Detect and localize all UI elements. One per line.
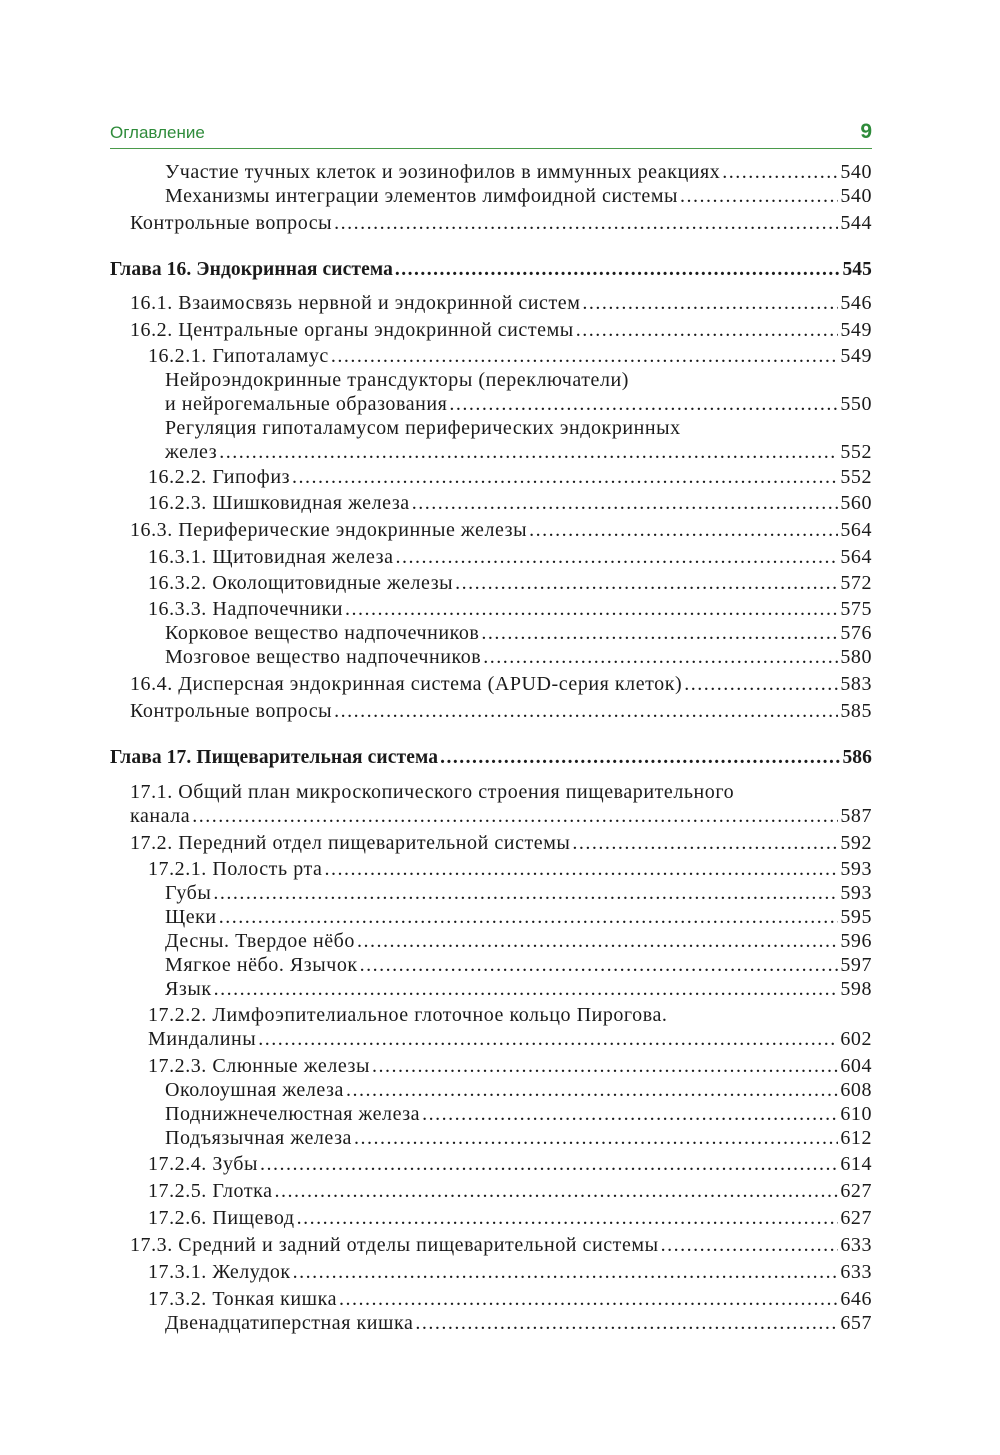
toc-leader-dots <box>449 392 838 416</box>
toc-entry-page: 580 <box>840 646 872 668</box>
toc-entry-title: желез <box>165 441 218 463</box>
toc-entry-title: 16.2.1. Гипоталамус <box>148 345 329 367</box>
toc-entry-title: Поднижнечелюстная железа <box>165 1103 421 1125</box>
toc-entry-page: 585 <box>840 700 872 722</box>
toc-leader-dots <box>339 1287 838 1311</box>
toc-entry-page: 633 <box>840 1261 872 1283</box>
toc-leader-dots <box>722 160 838 184</box>
toc-entry-page: 610 <box>840 1103 872 1125</box>
toc-entry-page: 633 <box>840 1234 872 1256</box>
toc-entry <box>110 1078 872 1102</box>
toc-entry-title: Губы <box>165 882 212 904</box>
toc-leader-dots <box>422 1102 838 1126</box>
toc-entry-title: канала <box>130 805 191 827</box>
toc-entry-page: 564 <box>840 519 872 541</box>
toc-entry-title: 17.1. Общий план микроскопического строения пищеварительного <box>130 781 735 803</box>
toc-entry-title: 16.3.1. Щитовидная железа <box>148 546 394 568</box>
toc-leader-dots <box>331 344 839 368</box>
toc-entry-title: 17.2.2. Лимфоэпителиальное глоточное кольцо Пирогова. <box>148 1004 668 1026</box>
toc-leader-dots <box>324 857 838 881</box>
toc-entry-title: Подъязычная железа <box>165 1127 352 1149</box>
toc-leader-dots <box>395 258 841 282</box>
toc-entry-page: 612 <box>840 1127 872 1149</box>
toc-chapter-entry <box>110 258 872 282</box>
toc-entry-title: 17.3.1. Желудок <box>148 1261 291 1283</box>
toc-leader-dots <box>357 929 838 953</box>
toc-entry-title: 16.1. Взаимосвязь нервной и эндокринной систем <box>130 292 581 314</box>
toc-entry-title: 16.2.3. Шишковидная железа <box>148 492 410 514</box>
toc-entry <box>110 1126 872 1150</box>
toc-entry <box>110 416 872 440</box>
toc-entry-title: Мозговое вещество надпочечников <box>165 646 482 668</box>
toc-entry-page: 592 <box>840 832 872 854</box>
toc-entry-title: 17.2.5. Глотка <box>148 1180 273 1202</box>
toc-entry-page: 549 <box>840 345 872 367</box>
toc-entry-page: 657 <box>840 1312 872 1334</box>
toc-entry-title: 16.4. Дисперсная эндокринная система (APUD-серия клеток) <box>130 673 683 695</box>
toc-leader-dots <box>483 645 838 669</box>
toc-entry-page: 546 <box>840 292 872 314</box>
toc-entry-title: и нейрогемальные образования <box>165 393 448 415</box>
toc-entry-page: 560 <box>840 492 872 514</box>
toc-entry-page: 608 <box>840 1079 872 1101</box>
toc-entry <box>110 857 872 881</box>
toc-entry-title: 16.2.2. Гипофиз <box>148 466 291 488</box>
toc-entry-title: Контрольные вопросы <box>130 212 333 234</box>
toc-leader-dots <box>529 518 838 542</box>
toc-entry-title: 17.2.6. Пищевод <box>148 1207 295 1229</box>
toc-entry-title: 16.3.3. Надпочечники <box>148 598 344 620</box>
toc-entry-title: 16.3.2. Околощитовидные железы <box>148 572 454 594</box>
toc-entry-title: Участие тучных клеток и эозинофилов в иммунных реакциях <box>165 161 721 183</box>
toc-leader-dots <box>440 746 840 770</box>
toc-leader-dots <box>213 881 838 905</box>
toc-entry <box>110 977 872 1001</box>
toc-entry-page: 552 <box>840 441 872 463</box>
toc-entry-title: 17.2. Передний отдел пищеварительной системы <box>130 832 571 854</box>
toc-entry-page: 597 <box>840 954 872 976</box>
toc-leader-dots <box>680 184 838 208</box>
toc-leader-dots <box>415 1311 838 1335</box>
header-title: Оглавление <box>110 123 205 142</box>
toc-entry-page: 540 <box>840 185 872 207</box>
toc-chapter-entry <box>110 746 872 770</box>
toc-entry-page: 646 <box>840 1288 872 1310</box>
toc-entry-page: 572 <box>840 572 872 594</box>
toc-leader-dots <box>455 571 838 595</box>
toc-entry-page: 583 <box>840 673 872 695</box>
toc-entry <box>110 1233 872 1257</box>
toc-entry-page: 564 <box>840 546 872 568</box>
toc-entry-page: 604 <box>840 1055 872 1077</box>
toc-leader-dots <box>360 953 839 977</box>
toc-entry <box>110 1179 872 1203</box>
toc-entry <box>110 1206 872 1230</box>
toc-entry-page: 627 <box>840 1180 872 1202</box>
toc-entry <box>110 905 872 929</box>
toc-entry-title: 17.2.4. Зубы <box>148 1153 258 1175</box>
toc-leader-dots <box>219 440 838 464</box>
toc-entry <box>110 881 872 905</box>
toc-entry-title: Язык <box>165 978 212 1000</box>
toc-entry <box>110 953 872 977</box>
toc-entry-title: Корковое вещество надпочечников <box>165 622 480 644</box>
toc-entry-title: Щеки <box>165 906 217 928</box>
toc-entry <box>110 672 872 696</box>
toc-entry-page: 540 <box>840 161 872 183</box>
toc-leader-dots <box>293 1260 839 1284</box>
toc-entry-page: 596 <box>840 930 872 952</box>
toc-entry <box>110 621 872 645</box>
toc-leader-dots <box>372 1054 838 1078</box>
toc-entry <box>110 545 872 569</box>
toc-leader-dots <box>572 831 838 855</box>
toc-entry-title: Глава 16. Эндокринная система <box>110 259 393 280</box>
toc-entry <box>110 518 872 542</box>
toc-entry-page: 595 <box>840 906 872 928</box>
toc-entry-page: 549 <box>840 319 872 341</box>
toc-entry-title: Механизмы интеграции элементов лимфоидной системы <box>165 185 679 207</box>
toc-entry-title: Околоушная железа <box>165 1079 344 1101</box>
toc-entry <box>110 211 872 235</box>
toc-entry-page: 545 <box>842 259 872 280</box>
toc-leader-dots <box>354 1126 838 1150</box>
toc-entry <box>110 1152 872 1176</box>
toc-entry-title: 17.2.3. Слюнные железы <box>148 1055 370 1077</box>
header-page-number: 9 <box>860 120 872 143</box>
toc-leader-dots <box>214 977 839 1001</box>
toc-entry <box>110 1054 872 1078</box>
toc-leader-dots <box>661 1233 839 1257</box>
toc-leader-dots <box>258 1027 838 1051</box>
toc-entry-title: 16.2. Центральные органы эндокринной системы <box>130 319 574 341</box>
toc-entry-page: 593 <box>840 858 872 880</box>
toc-entry-page: 627 <box>840 1207 872 1229</box>
toc-leader-dots <box>334 699 838 723</box>
toc-entry <box>110 1102 872 1126</box>
toc-entry <box>110 1311 872 1335</box>
toc-entry <box>110 368 872 392</box>
toc-leader-dots <box>260 1152 838 1176</box>
toc-entry-page: 550 <box>840 393 872 415</box>
toc-entry-title: Глава 17. Пищеварительная система <box>110 747 439 768</box>
toc-entry <box>110 1003 872 1027</box>
toc-entry-title: Нейроэндокринные трансдукторы (переключатели) <box>165 369 629 391</box>
toc-entry-title: Десны. Твердое нёбо <box>165 930 355 952</box>
toc-entry <box>110 318 872 342</box>
toc-entry <box>110 440 872 464</box>
toc-entry-page: 598 <box>840 978 872 1000</box>
toc-leader-dots <box>582 291 838 315</box>
toc-entry <box>110 1287 872 1311</box>
toc-entry <box>110 392 872 416</box>
toc-leader-dots <box>334 211 838 235</box>
toc-entry <box>110 929 872 953</box>
toc-entry-page: 586 <box>842 747 872 768</box>
toc-entry-title: 17.2.1. Полость рта <box>148 858 323 880</box>
toc-entry-page: 544 <box>840 212 872 234</box>
toc-entry-title: Двенадцатиперстная кишка <box>165 1312 414 1334</box>
toc-entry-page: 552 <box>840 466 872 488</box>
toc-leader-dots <box>684 672 838 696</box>
toc-entry <box>110 160 872 184</box>
toc-entry <box>110 465 872 489</box>
toc-entry <box>110 831 872 855</box>
running-header <box>110 120 872 149</box>
toc-entry-page: 593 <box>840 882 872 904</box>
toc-leader-dots <box>219 905 839 929</box>
toc-entry <box>110 699 872 723</box>
toc-entry <box>110 491 872 515</box>
toc-entry-title: 17.3.2. Тонкая кишка <box>148 1288 338 1310</box>
toc-entry-page: 602 <box>840 1028 872 1050</box>
toc-entry-title: Контрольные вопросы <box>130 700 333 722</box>
toc-entry-title: Миндалины <box>148 1028 257 1050</box>
toc-entry-page: 614 <box>840 1153 872 1175</box>
toc-entry <box>110 1260 872 1284</box>
toc-leader-dots <box>481 621 838 645</box>
toc-entry <box>110 344 872 368</box>
toc-entry <box>110 571 872 595</box>
toc-leader-dots <box>345 597 838 621</box>
toc-entry <box>110 597 872 621</box>
toc-leader-dots <box>346 1078 838 1102</box>
toc-leader-dots <box>576 318 839 342</box>
toc-entry-page: 576 <box>840 622 872 644</box>
toc-leader-dots <box>297 1206 839 1230</box>
toc-entry-page: 575 <box>840 598 872 620</box>
toc-leader-dots <box>275 1179 839 1203</box>
toc-entry <box>110 184 872 208</box>
toc-entry <box>110 780 872 804</box>
toc-leader-dots <box>412 491 839 515</box>
toc-leader-dots <box>396 545 839 569</box>
toc-entry-page: 587 <box>840 805 872 827</box>
toc-entry-title: Регуляция гипоталамусом периферических эндокринных <box>165 417 681 439</box>
toc-entry-title: 17.3. Средний и задний отделы пищеварительной системы <box>130 1234 659 1256</box>
toc-entry <box>110 1027 872 1051</box>
toc-entry <box>110 804 872 828</box>
toc-leader-dots <box>292 465 838 489</box>
toc-entry-title: 16.3. Периферические эндокринные железы <box>130 519 528 541</box>
toc-entry <box>110 291 872 315</box>
toc-entry-title: Мягкое нёбо. Язычок <box>165 954 358 976</box>
toc-leader-dots <box>192 804 838 828</box>
toc-entry <box>110 645 872 669</box>
